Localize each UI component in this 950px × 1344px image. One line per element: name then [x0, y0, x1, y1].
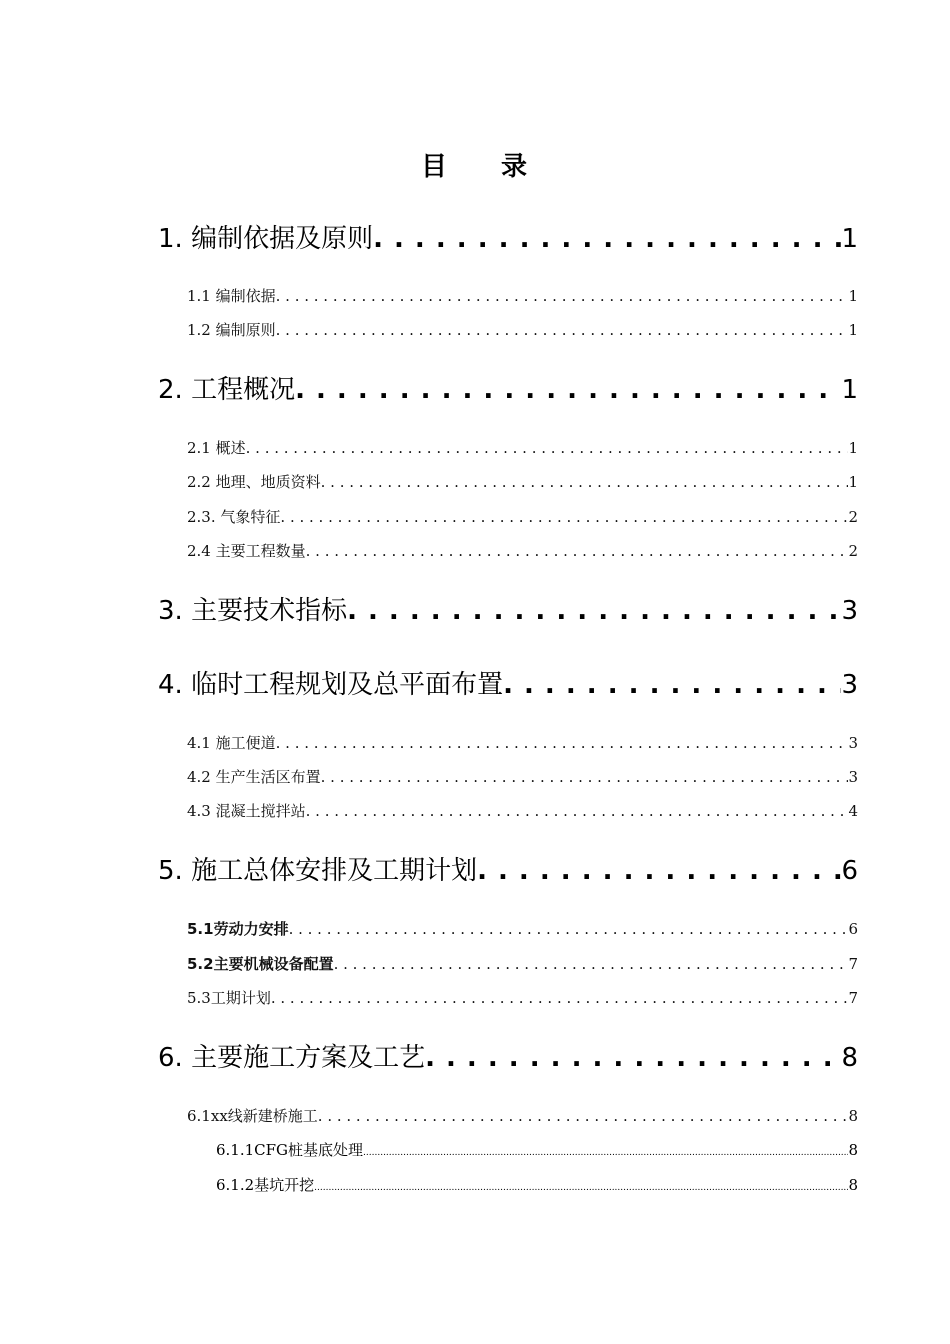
toc-page-number: 1: [841, 224, 858, 254]
toc-title: [0, 146, 950, 183]
toc-entry-2-2[interactable]: [187, 471, 858, 491]
toc-page-number: 1: [848, 473, 858, 491]
toc-entry-label: 2.3. 气象特征: [187, 508, 281, 526]
toc-entry-label: 6.1.1CFG桩基底处理: [216, 1141, 364, 1159]
toc-page-number: 4: [848, 802, 858, 820]
toc-leader: [318, 1107, 849, 1125]
toc-entry-5[interactable]: [158, 850, 858, 884]
toc-page-number: 2: [848, 508, 858, 526]
toc-entry-label: 1. 编制依据及原则: [158, 224, 374, 254]
toc-title-left: 目: [420, 152, 449, 182]
toc-leader: [347, 596, 841, 626]
toc-page-number: 3: [841, 670, 858, 700]
toc-leader: [373, 224, 841, 254]
toc-entry-2-3[interactable]: [187, 506, 858, 526]
toc-entry-2-4[interactable]: [187, 540, 858, 560]
toc-leader: [289, 920, 849, 938]
toc-entry-2[interactable]: [158, 369, 858, 403]
toc-page-number: 8: [841, 1043, 858, 1073]
toc-leader: [477, 856, 841, 886]
toc-entry-2-1[interactable]: [187, 437, 858, 457]
toc-leader: [271, 989, 849, 1007]
toc-page-number: 3: [848, 734, 858, 752]
toc-leader: [276, 321, 849, 339]
toc-entry-5-1[interactable]: [187, 918, 858, 938]
toc-page-number: 1: [841, 375, 858, 405]
toc-entry-label: 4. 临时工程规划及总平面布置: [158, 670, 504, 700]
toc-page-number: 1: [848, 287, 858, 305]
toc-entry-label: 2.2 地理、地质资料: [187, 473, 321, 491]
toc-entry-6-1[interactable]: [187, 1105, 858, 1125]
toc-leader: [503, 670, 841, 700]
toc-leader: [306, 802, 849, 820]
toc-title-right: 录: [501, 152, 530, 182]
toc-entry-label: 4.1 施工便道: [187, 734, 276, 752]
toc-leader: [276, 287, 849, 305]
toc-entry-1-1[interactable]: [187, 285, 858, 305]
toc-entry-1-2[interactable]: [187, 319, 858, 339]
toc-page-number: 6: [841, 856, 858, 886]
toc-leader: [295, 375, 841, 405]
toc-entry-label: 4.3 混凝土搅拌站: [187, 802, 306, 820]
toc-entry-5-3[interactable]: [187, 987, 858, 1007]
toc-entry-4-2[interactable]: [187, 766, 858, 786]
toc-entry-label: 5.3工期计划: [187, 989, 271, 1007]
toc-leader: [363, 1141, 848, 1159]
toc-leader: [334, 955, 849, 973]
toc-entry-label: 5. 施工总体安排及工期计划: [158, 856, 478, 886]
toc-leader: [321, 473, 849, 491]
toc-entry-5-2[interactable]: [187, 953, 858, 973]
toc-entry-label: 5.2主要机械设备配置: [187, 955, 334, 973]
toc-leader: [314, 1176, 848, 1194]
toc-page-number: 1: [848, 321, 858, 339]
toc-entry-label: 1.2 编制原则: [187, 321, 276, 339]
toc-entry-label: 6. 主要施工方案及工艺: [158, 1043, 426, 1073]
toc-entry-label: 6.1xx线新建桥施工: [187, 1107, 318, 1125]
toc-entry-label: 2.4 主要工程数量: [187, 542, 306, 560]
toc-page-number: 7: [848, 955, 858, 973]
toc-page-number: 8: [848, 1176, 858, 1194]
toc-entry-4-3[interactable]: [187, 800, 858, 820]
toc-entry-label: 2.1 概述: [187, 439, 246, 457]
toc-entry-label: 1.1 编制依据: [187, 287, 276, 305]
toc-page-number: 1: [848, 439, 858, 457]
toc-leader: [280, 508, 848, 526]
toc-entry-label: 2. 工程概况: [158, 375, 296, 405]
toc-page-number: 8: [848, 1107, 858, 1125]
toc-entry-3[interactable]: [158, 590, 858, 624]
toc-leader: [306, 542, 849, 560]
toc-entry-label: 4.2 生产生活区布置: [187, 768, 321, 786]
toc-entry-4[interactable]: [158, 664, 858, 698]
toc-entry-label: 5.1劳动力安排: [187, 920, 289, 938]
toc-entry-6-1-1[interactable]: [216, 1139, 858, 1159]
toc-entry-label: 3. 主要技术指标: [158, 596, 348, 626]
toc-page-number: 3: [841, 596, 858, 626]
toc-leader: [246, 439, 849, 457]
toc-entry-1[interactable]: [158, 218, 858, 252]
toc-leader: [321, 768, 849, 786]
toc-page-number: 7: [848, 989, 858, 1007]
toc-entry-6[interactable]: [158, 1037, 858, 1071]
toc-page-number: 2: [848, 542, 858, 560]
toc-entry-6-1-2[interactable]: [216, 1174, 858, 1194]
toc-page-number: 8: [848, 1141, 858, 1159]
toc-entry-4-1[interactable]: [187, 732, 858, 752]
toc-leader: [425, 1043, 841, 1073]
toc-page-number: 6: [848, 920, 858, 938]
toc-entry-label: 6.1.2基坑开挖: [216, 1176, 315, 1194]
toc-leader: [276, 734, 849, 752]
toc-page-number: 3: [848, 768, 858, 786]
